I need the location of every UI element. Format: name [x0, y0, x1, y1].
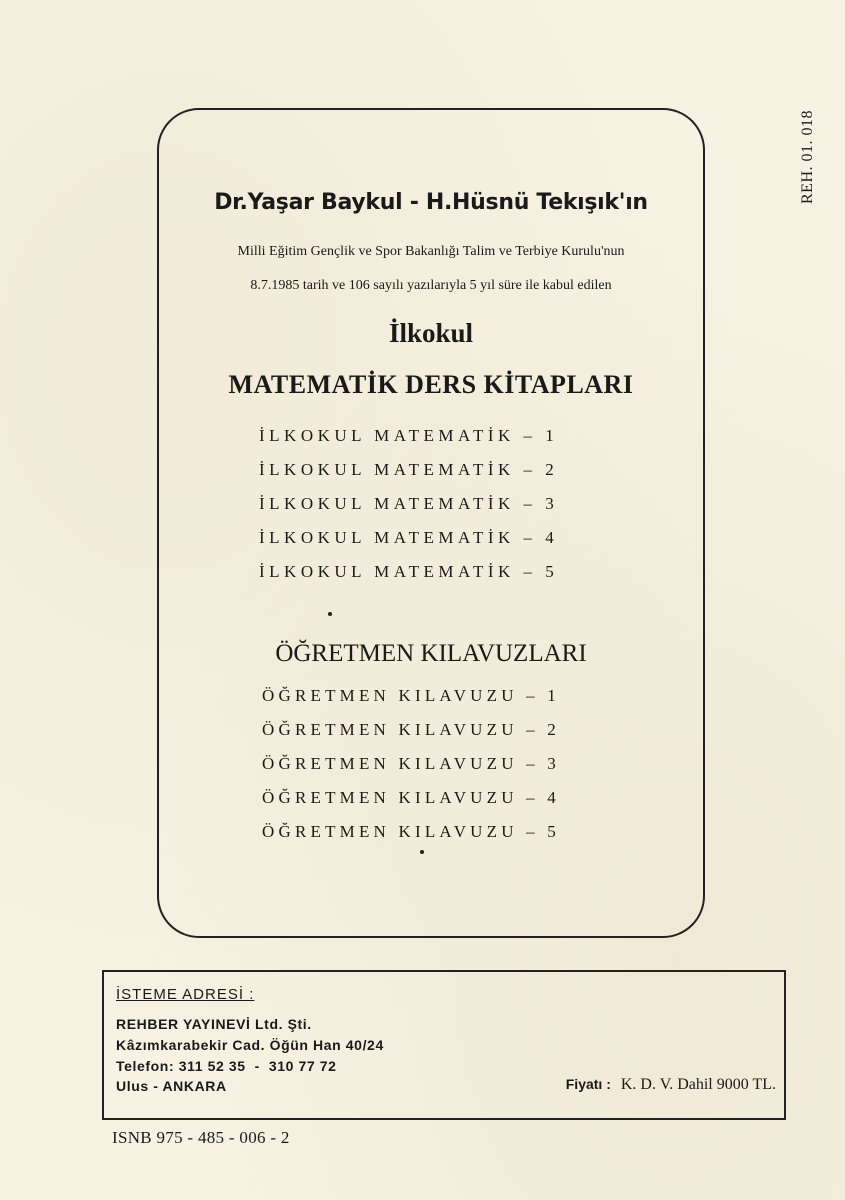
publisher-name: REHBER YAYINEVİ Ltd. Şti.: [116, 1016, 312, 1032]
list-item: ÖĞRETMEN KILAVUZU – 3: [262, 754, 561, 773]
guides-list: [262, 685, 560, 855]
catalog-code: REH. 01. 018: [799, 110, 816, 204]
publisher-city: Ulus - ANKARA: [116, 1078, 227, 1094]
list-item: ÖĞRETMEN KILAVUZU – 5: [262, 822, 561, 841]
approval-line-1: Milli Eğitim Gençlik ve Spor Bakanlığı Talim ve Terbiye Kurulu'nun: [237, 244, 625, 259]
level-title: İlkokul: [388, 318, 474, 348]
price-value: K. D. V. Dahil 9000 TL.: [620, 1076, 776, 1093]
approval-line-2: 8.7.1985 tarih ve 106 sayılı yazılarıyla 5 yıl süre ile kabul edilen: [250, 278, 612, 293]
list-item: ÖĞRETMEN KILAVUZU – 1: [262, 686, 561, 705]
list-item: ÖĞRETMEN KILAVUZU – 4: [262, 788, 561, 807]
price: [566, 1076, 776, 1094]
authors-line: Dr.Yaşar Baykul - H.Hüsnü Tekışık'ın: [214, 190, 648, 215]
order-address-box: [102, 970, 786, 1120]
guides-title: ÖĞRETMEN KILAVUZLARI: [275, 640, 587, 667]
price-label: Fiyatı :: [565, 1076, 611, 1092]
list-item: İLKOKUL MATEMATİK – 3: [259, 494, 559, 513]
list-item: İLKOKUL MATEMATİK – 2: [259, 460, 559, 479]
list-item: İLKOKUL MATEMATİK – 1: [259, 426, 559, 445]
publisher-address: Kâzımkarabekir Cad. Öğün Han 40/24: [116, 1037, 384, 1053]
list-item: İLKOKUL MATEMATİK – 5: [259, 562, 559, 581]
isbn: ISNB 975 - 485 - 006 - 2: [112, 1128, 290, 1147]
publisher-phone: Telefon: 311 52 35 - 310 77 72: [116, 1058, 337, 1074]
list-item: İLKOKUL MATEMATİK – 4: [259, 528, 559, 547]
separator-dot: [420, 850, 424, 854]
textbooks-list: [259, 425, 558, 595]
separator-dot: [328, 612, 332, 616]
order-heading: İSTEME ADRESİ :: [116, 986, 255, 1003]
list-item: ÖĞRETMEN KILAVUZU – 2: [262, 720, 561, 739]
textbooks-title: MATEMATİK DERS KİTAPLARI: [228, 370, 634, 399]
